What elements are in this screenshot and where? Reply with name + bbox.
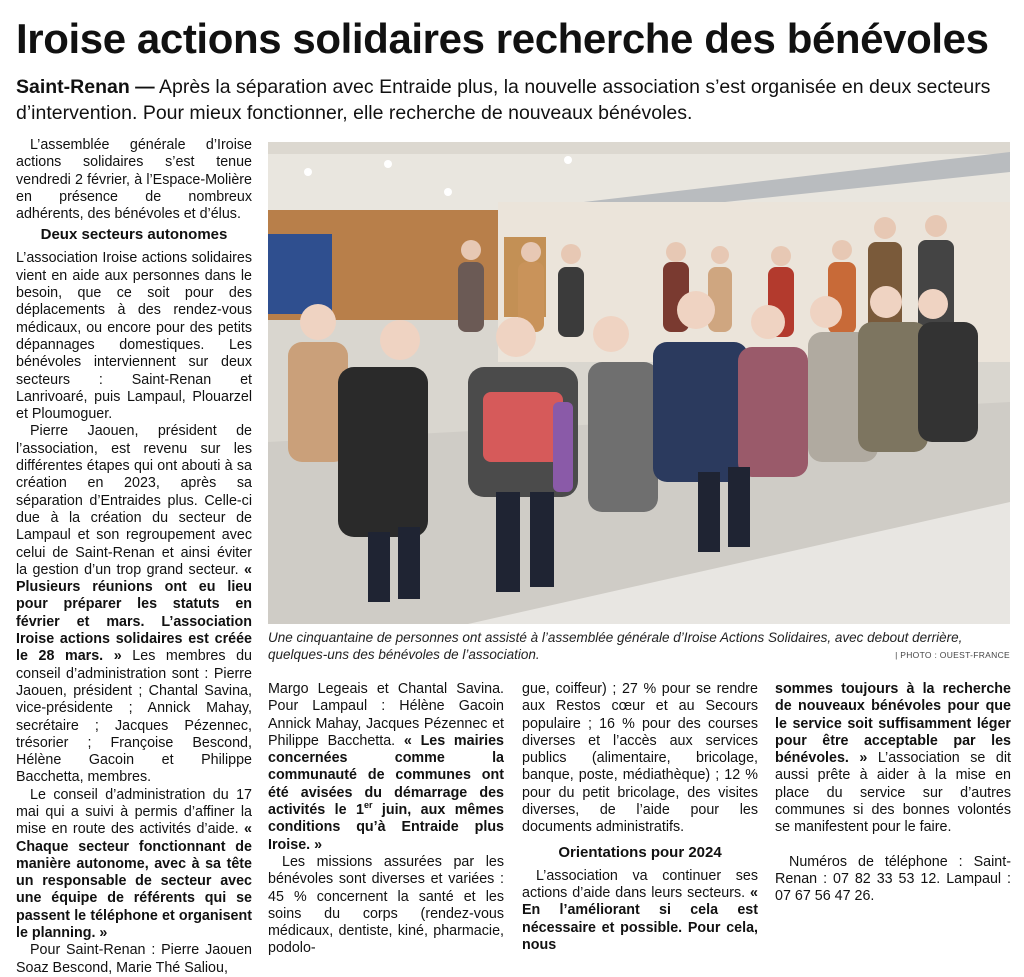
paragraph-lampaul [268,681,504,854]
superscript: er [363,800,373,811]
paragraph-phone-numbers: Numéros de téléphone : Saint-Renan : 07 82 33 53 12. Lampaul : 07 67 56 47 26. [775,853,1011,905]
quote-bold: « Chaque secteur fonctionnant de manière autonome, avec à sa tête un responsable de secteur avec une équipe de référents qui se passent le téléphone et organisent le planning. » [16,821,252,942]
paragraph-orientations [522,868,758,954]
text-run: Les membres du conseil d’administration sont : Pierre Jaouen, président ; Chantal Savina, vice-présidente ; Annick Mahay, secrétaire ; Jacques Pézennec, trésorier ; Françoise Bescond, Hélène Gacoin et Philippe Bacchetta, membres. [16,648,252,786]
paragraph-saint-renan: Pour Saint-Renan : Pierre Jaouen Soaz Bescond, Marie Thé Saliou, [16,942,252,976]
quote-bold: « Plusieurs réunions ont eu lieu pour préparer les statuts en février et mars. L’association Iroise actions solidaires est créée le 28 mars. » [16,561,252,665]
paragraph-association: L’association Iroise actions solidaires vient en aide aux personnes dans le besoin, que ce soit pour des déplacements à des rendez-vous médicaux, ou encore pour des petits dépannages domestiques. Les bénévoles interviennent sur deux secteurs : Saint-Renan et Lanrivoaré, puis Lampaul, Plouarzel et Ploumoguer. [16,250,252,423]
text-run: Le conseil d’administration du 17 mai qui a suivi à permis d’affiner la mise en route des activités d’aide. [16,786,252,838]
paragraph-missions: Les missions assurées par les bénévoles sont diverses et variées : 45 % concernent la santé et les soins du corps (rendez-vous médicaux, dentiste, kiné, pharmacie, podolo- [268,853,504,957]
subheading-deux-secteurs: Deux secteurs autonomes [40,226,228,244]
paragraph-conseil [16,787,252,943]
quote-bold: « En l’améliorant si cela est nécessaire et possible. Pour cela, nous [522,884,758,953]
paragraph-president [16,423,252,786]
paragraph-benevoles [775,681,1011,837]
article-column-1 [16,137,252,977]
standfirst-text: Après la séparation avec Entraide plus, la nouvelle association s’est organisée en deux secteurs d’intervention. Pour mieux fonctionner, elle recherche de nouveaux bénévoles. [16,76,991,124]
article-column-3 [522,681,758,954]
standfirst [16,74,1006,126]
photo-credit: | PHOTO : OUEST-FRANCE [895,650,1010,660]
subheading-orientations: Orientations pour 2024 [558,843,722,861]
text-run: L’association va continuer ses actions d’aide dans leurs secteurs. [522,867,758,901]
quote-bold: sommes toujours à la recherche de nouveaux bénévoles pour que le service soit suffisamment léger pour être acceptable par les bénévoles. » [775,681,1011,767]
group-photo-image [268,142,1010,624]
text-run: L’association se dit aussi prête à aider à la mise en place du service sur d’autres communes si des bonnes volontés se manifestent pour le faire. [775,750,1011,836]
article-column-4 [775,681,1011,906]
article-column-2 [268,681,504,958]
text-run: Pierre Jaouen, président de l’association, est revenu sur les différentes étapes qui ont abouti à sa création en 2023, après sa séparation d’Entraides plus. Celle-ci due à la création du secteur de Lampaul et son regroupement avec celui de Saint-Renan et ainsi éviter la gestion d’un trop grand secteur. [16,423,252,578]
paragraph-intro: L’assemblée générale d’Iroise actions solidaires s’est tenue vendredi 2 février, à l’Espace-Molière en présence de nombreux adhérents, des bénévoles et d’élus. [16,137,252,223]
text-run: juin, aux mêmes conditions qu’à Entraide plus Iroise. » [268,802,504,853]
text-run: Margo Legeais et Chantal Savina. Pour Lampaul : Hélène Gacoin Annick Mahay, Jacques Pézennec et Philippe Bacchetta. [268,681,504,749]
quote-bold [268,733,504,853]
group-photo [268,142,1010,624]
dateline: Saint-Renan — [16,76,155,98]
headline: Iroise actions solidaires recherche des bénévoles [16,15,989,62]
paragraph-missions-continued: gue, coiffeur) ; 27 % pour se rendre aux Restos cœur et au Secours populaire ; 16 % pour des courses diverses et l’accès aux services publics (alimentaire, bricolage, banque, poste, médiathèque) ; 12 % pour du petit bricolage, des visites diverses, de l’aide pour les documents administratifs. [522,681,758,836]
photo-caption: Une cinquantaine de personnes ont assisté à l’assemblée générale d’Iroise Actions Solidaires, avec debout derrière, quelques-uns des bénévoles de l’association. [268,630,963,662]
text-run: « Les mairies concernées comme la communauté de communes ont été avisées du démarrage des activités le 1 [268,732,505,819]
